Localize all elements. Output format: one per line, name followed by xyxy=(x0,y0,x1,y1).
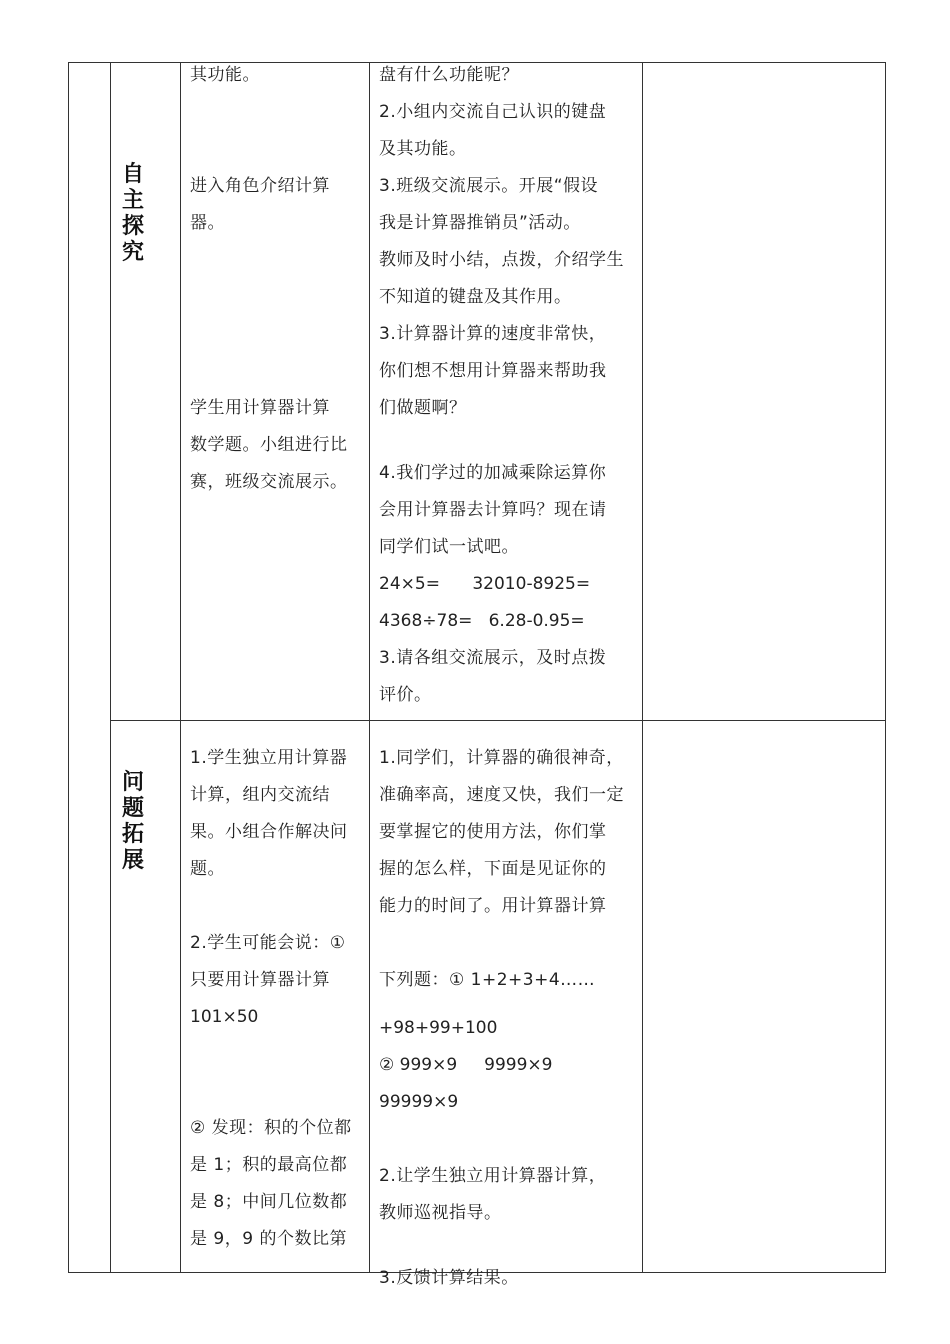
teacher-line: 3.请各组交流展示，及时点拨 xyxy=(379,648,607,668)
student-line: 是 8；中间几位数都 xyxy=(190,1192,348,1212)
teacher-line: 4.我们学过的加减乘除运算你 xyxy=(379,463,607,483)
teacher-activity-cell xyxy=(379,740,639,1297)
column-divider-1 xyxy=(110,62,111,1273)
section-label-char: 主 xyxy=(121,188,144,213)
teacher-line: 教师巡视指导。 xyxy=(379,1203,502,1223)
section-label-char: 究 xyxy=(121,240,144,265)
student-activity-cell xyxy=(190,57,366,501)
student-line: 题。 xyxy=(190,859,225,879)
column-divider-3 xyxy=(369,62,370,1273)
section-label-problem-extension xyxy=(120,770,146,874)
teacher-line: 2.让学生独立用计算器计算， xyxy=(379,1166,607,1186)
teacher-line: 下列题：① 1+2+3+4…… xyxy=(379,970,596,990)
student-line: 只要用计算器计算 xyxy=(190,970,330,990)
section-label-char: 自 xyxy=(121,162,144,187)
student-line: 其功能。 xyxy=(190,65,260,85)
teacher-line: 准确率高，速度又快，我们一定 xyxy=(379,785,624,805)
section-label-autonomous-inquiry xyxy=(120,162,146,266)
student-line: 果。小组合作解决问 xyxy=(190,822,348,842)
section-label-char: 探 xyxy=(121,214,144,239)
teacher-activity-cell xyxy=(379,57,639,714)
student-line: 101×50 xyxy=(190,1007,259,1027)
student-line: ② 发现：积的个位都 xyxy=(190,1118,352,1138)
student-line: 1.学生独立用计算器 xyxy=(190,748,348,768)
lesson-plan-table xyxy=(68,62,886,1288)
math-exercise-line: +98+99+100 xyxy=(379,1018,498,1038)
teacher-line: 教师及时小结，点拨，介绍学生 xyxy=(379,250,624,270)
math-exercise-line: 24×5= 32010-8925= xyxy=(379,574,591,594)
math-exercise-line: 99999×9 xyxy=(379,1092,459,1112)
math-exercise-line: ② 999×9 9999×9 xyxy=(379,1055,553,1075)
teacher-line: 及其功能。 xyxy=(379,139,467,159)
section-label-char: 拓 xyxy=(121,822,144,847)
student-line: 数学题。小组进行比 xyxy=(190,435,348,455)
teacher-line: 3.班级交流展示。开展“假设 xyxy=(379,176,599,196)
row-divider xyxy=(110,720,886,721)
column-divider-2 xyxy=(180,62,181,1273)
teacher-line: 不知道的键盘及其作用。 xyxy=(379,287,572,307)
student-line: 器。 xyxy=(190,213,225,233)
student-line: 2.学生可能会说：① xyxy=(190,933,346,953)
teacher-line: 评价。 xyxy=(379,685,432,705)
teacher-line: 盘有什么功能呢？ xyxy=(379,65,519,85)
table-border-left xyxy=(68,62,69,1273)
student-line: 赛，班级交流展示。 xyxy=(190,472,348,492)
student-line: 学生用计算器计算 xyxy=(190,398,330,418)
column-divider-4 xyxy=(642,62,643,1273)
teacher-line: 3.反馈计算结果。 xyxy=(379,1268,519,1288)
student-line: 是 1；积的最高位都 xyxy=(190,1155,348,1175)
section-label-char: 题 xyxy=(121,796,144,821)
teacher-line: 我是计算器推销员”活动。 xyxy=(379,213,581,233)
student-line: 计算，组内交流结 xyxy=(190,785,330,805)
teacher-line: 3.计算器计算的速度非常快， xyxy=(379,324,607,344)
teacher-line: 要掌握它的使用方法，你们掌 xyxy=(379,822,607,842)
teacher-line: 握的怎么样，下面是见证你的 xyxy=(379,859,607,879)
teacher-line: 1.同学们，计算器的确很神奇， xyxy=(379,748,624,768)
teacher-line: 同学们试一试吧。 xyxy=(379,537,519,557)
teacher-line: 们做题啊？ xyxy=(379,398,467,418)
student-line: 进入角色介绍计算 xyxy=(190,176,330,196)
section-label-char: 展 xyxy=(121,848,144,873)
student-activity-cell xyxy=(190,740,366,1258)
math-exercise-line: 4368÷78= 6.28-0.95= xyxy=(379,611,585,631)
teacher-line: 2.小组内交流自己认识的键盘 xyxy=(379,102,607,122)
student-line: 是 9，9 的个数比第 xyxy=(190,1229,347,1249)
table-border-right xyxy=(885,62,886,1273)
teacher-line: 会用计算器去计算吗？现在请 xyxy=(379,500,607,520)
section-label-char: 问 xyxy=(121,770,144,795)
teacher-line: 能力的时间了。用计算器计算 xyxy=(379,896,607,916)
teacher-line: 你们想不想用计算器来帮助我 xyxy=(379,361,607,381)
